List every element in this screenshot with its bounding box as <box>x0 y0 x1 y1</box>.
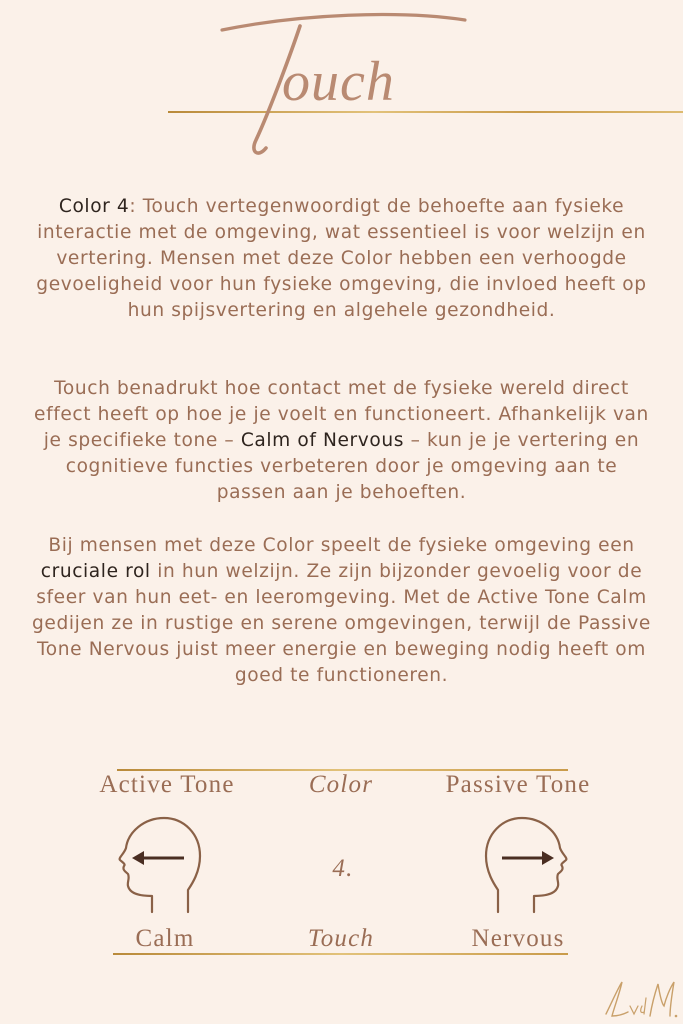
paragraph-2-after: – kun je je vertering en cognitieve functies verbeteren door je omgeving aan te passen aan je behoeften. <box>65 430 640 503</box>
diagram-bottom-line <box>113 953 568 955</box>
paragraph-3 <box>30 533 653 689</box>
paragraph-3-highlight: cruciale rol <box>40 561 151 582</box>
paragraph-3-before: Bij mensen met deze Color speelt de fysieke omgeving een <box>48 535 635 556</box>
paragraph-1-text: : Touch vertegenwoordigt de behoefte aan fysieke interactie met de omgeving, wat essentieel is voor welzijn en vertering. Mensen met deze Color hebben een verhoogde gevoeligheid voor hun fysieke omgeving, die invloed heeft op hun spijsvertering en algehele gezondheid. <box>36 196 647 321</box>
touch-label: Touch <box>307 925 375 952</box>
paragraph-1 <box>30 194 653 324</box>
page-title: ouch <box>282 51 395 113</box>
paragraph-2-before: Touch benadrukt hoe contact met de fysieke wereld direct effect heeft op hoe je je voelt en functioneert. Afhankelijk van je specifieke tone – <box>34 378 649 451</box>
paragraph-3-after: in hun welzijn. Ze zijn bijzonder gevoelig voor de sfeer van hun eet- en leeromgeving. Met de Active Tone Calm gedijen ze in rustige en serene omgevingen, terwijl de Passive Tone Nervous juist meer energie en beweging nodig heeft om goed te functioneren. <box>32 561 651 686</box>
active-tone-label: Active Tone <box>99 771 235 798</box>
color-number: 4. <box>332 855 354 882</box>
signature-logo <box>598 976 680 1022</box>
title-script <box>0 0 683 170</box>
head-arrow-left-icon <box>112 812 204 914</box>
color-label: Color 4 <box>58 196 130 217</box>
paragraph-2-highlight: Calm of Nervous <box>240 430 405 451</box>
nervous-label: Nervous <box>471 925 565 952</box>
title-block <box>0 0 683 170</box>
head-arrow-right-icon <box>482 812 574 914</box>
calm-label: Calm <box>135 925 195 952</box>
page-title-text: Touch <box>0 0 3 1</box>
passive-tone-label: Passive Tone <box>445 771 591 798</box>
paragraph-2 <box>30 376 653 506</box>
color-heading: Color <box>308 771 374 798</box>
